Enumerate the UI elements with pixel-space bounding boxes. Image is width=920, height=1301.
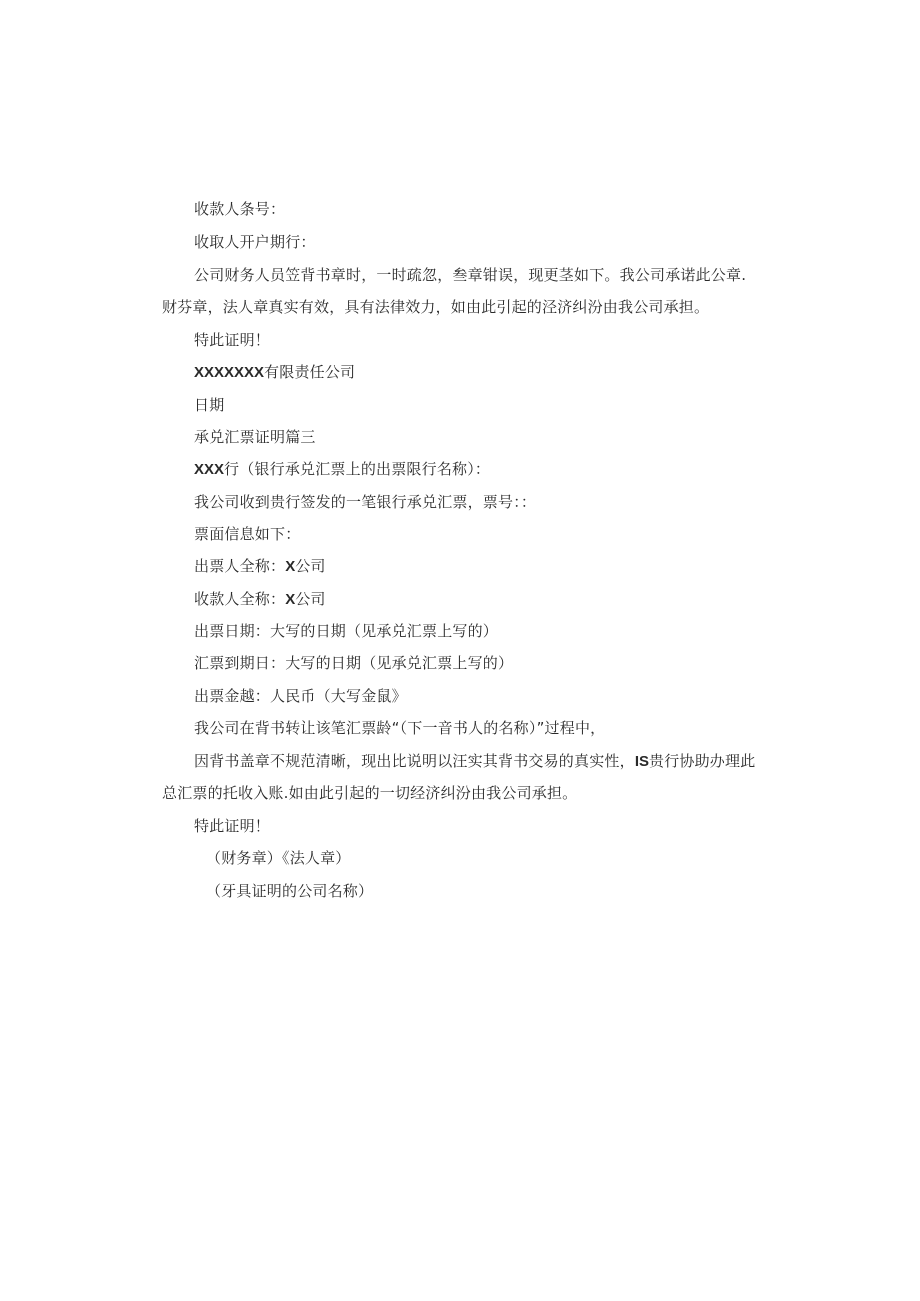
- issue-date-line: 出票日期：大写的日期（见承兑汇票上写的）: [194, 622, 499, 640]
- drawer-name-line: [194, 556, 326, 577]
- company-name-suffix: 有限责任公司: [264, 363, 356, 381]
- payee-name-line: [194, 589, 326, 610]
- payee-account-number-line: 收款人条号：: [194, 200, 286, 218]
- company-name-placeholder: XXXXXXX: [194, 364, 265, 381]
- paragraph-line: 财芬章，法人章真实有效，具有法律效力，如由此引起的泾济纠汾由我公司承担。: [162, 298, 710, 316]
- certification-line: 特此证明！: [194, 331, 271, 349]
- paragraph-text: 因背书盖章不规范清晰，现出比说明以汪实其背书交易的真实性，: [194, 752, 635, 770]
- paragraph-line: 我公司收到贵行签发的一笔银行承兑汇票，票号：：: [194, 493, 537, 511]
- paragraph-line: 公司财务人员笠背书章时，一时疏忽，叁章钳误，现更茎如下。我公司承诺此公章.: [194, 266, 747, 284]
- paragraph-line: 我公司在背书转让该笔汇票龄“（下一音书人的名称）”过程中，: [194, 719, 606, 737]
- addressee-text: 行（银行承兑汇票上的出票限行名称）：: [224, 460, 491, 478]
- drawer-placeholder: X: [285, 558, 296, 575]
- seal-line: （财务章）《法人章）: [206, 849, 351, 867]
- paragraph-line: [194, 751, 755, 772]
- bank-name-placeholder: XXX: [194, 461, 225, 478]
- addressee-line: [194, 459, 490, 480]
- payee-bank-line: 收取人开户期行：: [194, 233, 316, 251]
- payee-suffix: 公司: [295, 590, 326, 608]
- certification-line: 特此证明！: [194, 817, 271, 835]
- drawer-suffix: 公司: [295, 557, 326, 575]
- company-name-line: [194, 362, 355, 383]
- paragraph-line: 票面信息如下：: [194, 525, 301, 543]
- date-line: 日期: [194, 396, 225, 414]
- bold-text: IS: [634, 753, 649, 770]
- paragraph-line: 总汇票的托收入账.如由此引起的一切经济纠汾由我公司承担。: [162, 784, 578, 802]
- section-title: 承兑汇票证明篇三: [194, 428, 316, 446]
- maturity-date-line: 汇票到期日：大写的日期（见承兑汇票上写的）: [194, 654, 514, 672]
- drawer-label: 出票人全称：: [194, 557, 286, 575]
- payee-placeholder: X: [285, 591, 296, 608]
- payee-label: 收款人全称：: [194, 590, 286, 608]
- amount-line: 出票金越：人民币（大写金鼠》: [194, 687, 407, 705]
- issuer-name-line: （牙具证明的公司名称）: [206, 882, 374, 900]
- paragraph-text: 贵行协助办理此: [649, 752, 756, 770]
